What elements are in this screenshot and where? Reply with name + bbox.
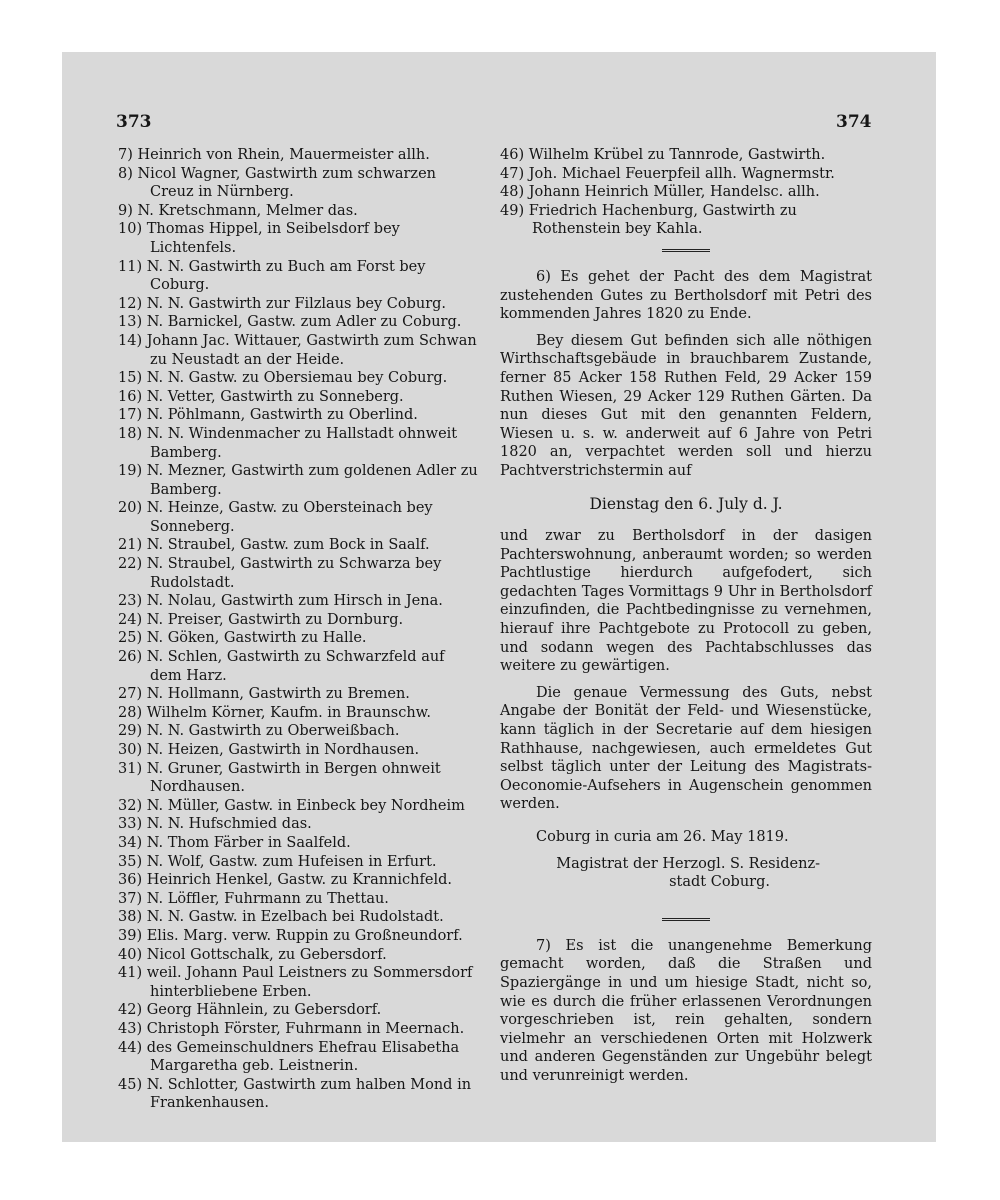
auction-date: Dienstag den 6. July d. J. <box>589 494 783 513</box>
creditor-entry: 19) N. Mezner, Gastwirth zum goldenen Adler zu Bamberg. <box>118 463 478 498</box>
section-6-description: Bey diesem Gut befinden sich alle nöthigen Wirthschaftsgebäude in brauchbarem Zustande, ferner 85 Acker 158 Ruthen Feld, 29 Acker 159 Ruthen Wiesen, 29 Acker 129 Ruthen Gärten. Da nun dieses Gut mit den genannten Feldern, Wiesen u. s. w. anderweit auf 6 Jahre von Petri 1820 an, verpachtet werden soll und hierzu Pachtverstrichstermin auf <box>500 332 872 479</box>
creditor-entry: 11) N. N. Gastwirth zu Buch am Forst bey Coburg. <box>118 258 426 294</box>
creditor-entry: 25) N. Göken, Gastwirth zu Halle. <box>118 630 367 647</box>
creditor-entry: 32) N. Müller, Gastw. in Einbeck bey Nordheim <box>118 797 465 814</box>
creditor-entry: 48) Johann Heinrich Müller, Handelsc. allh. <box>500 184 820 201</box>
creditor-entry: 43) Christoph Förster, Fuhrmann in Meernach. <box>118 1020 465 1037</box>
creditor-entry: 47) Joh. Michael Feuerpfeil allh. Wagnermstr. <box>500 165 835 182</box>
creditor-list-continued <box>500 146 872 239</box>
creditor-entry: 13) N. Barnickel, Gastw. zum Adler zu Coburg. <box>118 314 462 331</box>
creditor-entry: 10) Thomas Hippel, in Seibelsdorf bey Lichtenfels. <box>118 221 400 256</box>
creditor-entry: 42) Georg Hähnlein, zu Gebersdorf. <box>118 1002 382 1019</box>
creditor-entry: 41) weil. Johann Paul Leistners zu Sommersdorf hinterbliebene Erben. <box>118 965 473 1000</box>
creditor-entry: 30) N. Heizen, Gastwirth in Nordhausen. <box>118 742 420 758</box>
section-6-details: und zwar zu Bertholsdorf in der dasigen Pachterswohnung, anberaumt worden; so werden Pachtlustige hierdurch aufgefodert, sich gedachten Tages Vormittags 9 Uhr in Bertholsdorf einzufinden, die Pachtbedingnisse zu vernehmen, hierauf ihre Pachtgebote zu Protocoll zu geben, und sodann wegen des Pachtabschlusses das weitere zu gewärtigen. <box>500 528 872 675</box>
creditor-entry: 37) N. Löffler, Fuhrmann zu Thettau. <box>118 890 389 907</box>
creditor-entry: 35) N. Wolf, Gastw. zum Hufeisen in Erfurt. <box>118 853 437 870</box>
section-6-intro: 6) Es gehet der Pacht des dem Magistrat zustehenden Gutes zu Bertholsdorf mit Petri des kommenden Jahres 1820 zu Ende. <box>500 268 872 323</box>
creditor-entry: 9) N. Kretschmann, Melmer das. <box>118 202 358 219</box>
creditor-entry: 44) des Gemeinschuldners Ehefrau Elisabetha Margaretha geb. Leistnerin. <box>118 1039 460 1075</box>
creditor-entry: 28) Wilhelm Körner, Kaufm. in Braunschw. <box>118 704 431 721</box>
creditor-entry: 23) N. Nolau, Gastwirth zum Hirsch in Jena. <box>118 593 443 610</box>
signature-line-1: Magistrat der Herzogl. S. Residenz- <box>556 855 820 872</box>
creditor-entry: 16) N. Vetter, Gastwirth zu Sonneberg. <box>118 388 404 405</box>
creditor-entry: 12) N. N. Gastwirth zur Filzlaus bey Coburg. <box>118 295 447 312</box>
creditor-entry: 29) N. N. Gastwirth zu Oberweißbach. <box>118 723 400 740</box>
creditor-entry: 27) N. Hollmann, Gastwirth zu Bremen. <box>118 686 410 703</box>
page-number-left: 373 <box>116 112 152 132</box>
creditor-entry: 20) N. Heinze, Gastw. zu Obersteinach bey Sonneberg. <box>118 500 433 535</box>
creditor-entry: 22) N. Straubel, Gastwirth zu Schwarza bey Rudolstadt. <box>118 556 442 591</box>
creditor-entry: 31) N. Gruner, Gastwirth in Bergen ohnweit Nordhausen. <box>118 760 441 796</box>
creditor-entry: 26) N. Schlen, Gastwirth zu Schwarzfeld auf dem Harz. <box>118 649 445 684</box>
creditor-entry: 33) N. N. Hufschmied das. <box>118 816 312 833</box>
creditor-entry: 45) N. Schlotter, Gastwirth zum halben Mond in Frankenhausen. <box>118 1076 472 1112</box>
creditor-entry: 15) N. N. Gastw. zu Obersiemau bey Coburg. <box>118 370 448 387</box>
place-date: Coburg in curia am 26. May 1819. <box>536 829 789 845</box>
right-column <box>500 146 872 1086</box>
section-6-survey: Die genaue Vermessung des Guts, nebst Angabe der Bonität der Feld- und Wiesenstücke, kann täglich in der Secretarie auf dem hiesigen Rathhause, nachgewiesen, auch ermeldetes Gut selbst täglich unter der Leitung des Magistrats-Oeconomie-Aufsehers in Augenschein genommen werden. <box>500 684 872 813</box>
creditor-entry: 49) Friedrich Hachenburg, Gastwirth zu Rothenstein bey Kahla. <box>500 202 797 238</box>
creditor-entry: 40) Nicol Gottschalk, zu Gebersdorf. <box>118 946 387 963</box>
creditor-entry: 34) N. Thom Färber in Saalfeld. <box>118 834 351 851</box>
signature-line-2: stadt Coburg. <box>669 874 770 891</box>
creditor-entry: 38) N. N. Gastw. in Ezelbach bei Rudolstadt. <box>118 909 444 926</box>
section-7-text: 7) Es ist die unangenehme Bemerkung gemacht worden, daß die Straßen und Spaziergänge in und um hiesige Stadt, nicht so, wie es durch die früher erlassenen Verordnungen vorgeschrieben ist, rein gehalten, sondern vielmehr an verschiedenen Orten mit Holzwerk und anderen Gegenständen zur Ungebühr belegt und verunreinigt werden. <box>500 937 872 1084</box>
creditor-entry: 17) N. Pöhlmann, Gastwirth zu Oberlind. <box>118 407 418 424</box>
creditor-entry: 7) Heinrich von Rhein, Mauermeister allh. <box>118 147 430 163</box>
section-divider-2 <box>662 918 710 921</box>
creditor-entry: 36) Heinrich Henkel, Gastw. zu Krannichfeld. <box>118 872 452 889</box>
left-column <box>118 146 478 1113</box>
creditor-entry: 18) N. N. Windenmacher zu Hallstadt ohnweit Bamberg. <box>118 425 458 461</box>
creditor-entry: 24) N. Preiser, Gastwirth zu Dornburg. <box>118 611 404 628</box>
creditor-entry: 46) Wilhelm Krübel zu Tannrode, Gastwirth. <box>500 147 826 163</box>
page-number-right: 374 <box>836 112 872 132</box>
creditor-entry: 21) N. Straubel, Gastw. zum Bock in Saalf. <box>118 537 430 554</box>
creditor-entry: 8) Nicol Wagner, Gastwirth zum schwarzen Creuz in Nürnberg. <box>118 165 436 201</box>
creditor-entry: 14) Johann Jac. Wittauer, Gastwirth zum Schwan zu Neustadt an der Heide. <box>118 332 477 368</box>
creditor-entry: 39) Elis. Marg. verw. Ruppin zu Großneundorf. <box>118 927 463 944</box>
section-divider <box>662 249 710 252</box>
